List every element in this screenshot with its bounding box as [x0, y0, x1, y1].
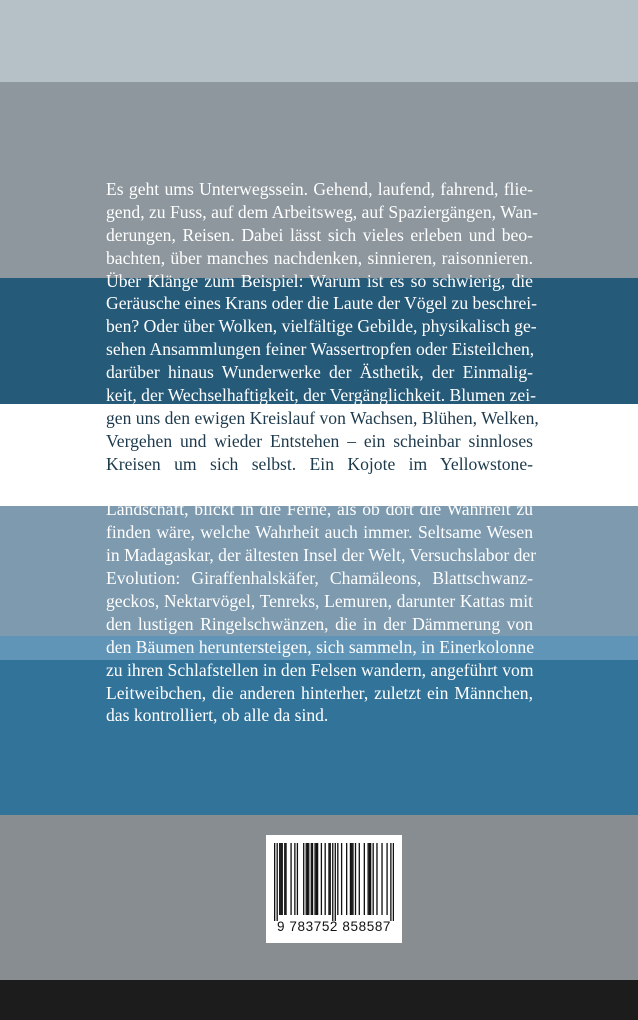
blurb-line: bachten, über manches nachdenken, sinnieren, raisonnieren. [106, 247, 533, 268]
blurb-line: Landschaft, blickt in die Ferne, als ob dort die Wahrheit zu [106, 499, 533, 520]
blurb-line: Über Klänge zum Beispiel: Warum ist es so schwierig, die [106, 270, 533, 291]
barcode-bar [369, 843, 370, 915]
barcode-bar [317, 843, 318, 915]
blurb-line: in Madagaskar, der ältesten Insel der Welt, Versuchslabor der [106, 545, 537, 566]
blurb-line: das kontrolliert, ob alle da sind. [106, 705, 329, 726]
barcode-bar [332, 843, 333, 921]
color-band-top [0, 0, 638, 82]
isbn-number: 9 783752 858587 [276, 919, 392, 934]
isbn-barcode [266, 835, 402, 943]
barcode-bar [370, 843, 371, 915]
blurb-line: darüber hinaus Wunderwerke der Ästhetik, der Einmalig- [106, 362, 533, 383]
barcode-bars [274, 843, 394, 921]
barcode-bar [312, 843, 313, 915]
barcode-bar [376, 843, 377, 915]
barcode-bar [367, 843, 368, 915]
barcode-bar [351, 843, 352, 915]
barcode-bar [280, 843, 281, 915]
blurb-line: gend, zu Fuss, auf dem Arbeitsweg, auf Spaziergängen, Wan- [106, 201, 538, 222]
blurb-line: Vergehen und wieder Entstehen – ein scheinbar sinnloses [106, 430, 533, 451]
barcode-bar [303, 843, 304, 915]
blurb-line: finden wäre, welche Wahrheit auch immer. Seltsame Wesen [106, 522, 533, 543]
barcode-bar [274, 843, 275, 921]
blurb-line: Evolution: Giraffenhalskäfer, Chamäleons, Blattschwanz- [106, 568, 533, 589]
barcode-bar [346, 843, 347, 915]
barcode-bar [352, 843, 353, 915]
blurb-line: gen uns den ewigen Kreislauf von Wachsen, Blühen, Welken, [106, 407, 539, 428]
blurb-line: Kreisen um sich selbst. Ein Kojote im Yellowstone- [106, 453, 533, 474]
barcode-bar [350, 843, 351, 915]
barcode-bar [279, 843, 280, 915]
barcode-bar [314, 843, 315, 915]
barcode-bar [294, 843, 295, 915]
barcode-bar [325, 843, 326, 915]
barcode-bar [337, 843, 338, 915]
barcode-bar [290, 843, 291, 915]
blurb-line: Nationalpark steht auf einer Anhöhe in lichtdurchfluteter [106, 476, 533, 497]
barcode-bar [390, 843, 391, 921]
back-cover-blurb [106, 178, 539, 727]
barcode-bar [364, 843, 365, 915]
color-band-black [0, 980, 638, 1020]
barcode-bar [306, 843, 307, 915]
blurb-line: zu ihren Schlafstellen in den Felsen wandern, angeführt vom [106, 659, 534, 680]
blurb-line: derungen, Reisen. Dabei lässt sich vieles erleben und beo- [106, 224, 533, 245]
barcode-bar [285, 843, 286, 915]
barcode-bar [328, 843, 329, 915]
barcode-bar [359, 843, 360, 915]
barcode-bar [321, 843, 322, 915]
barcode-bar [386, 843, 387, 915]
blurb-line: den Bäumen heruntersteigen, sich sammeln, in Einerkolonne [106, 636, 534, 657]
blurb-line: Leitweibchen, die anderen hinterher, zuletzt ein Männchen, [106, 682, 533, 703]
blurb-line: sehen Ansammlungen feiner Wassertropfen oder Eisteilchen, [106, 339, 535, 360]
blurb-line: geckos, Nektarvögel, Tenreks, Lemuren, darunter Kattas mit [106, 591, 533, 612]
blurb-line: den lustigen Ringelschwänzen, die in der Dämmerung von [106, 613, 533, 634]
barcode-bar [308, 843, 309, 915]
barcode-bar [355, 843, 356, 915]
barcode-bar [341, 843, 342, 915]
barcode-bar [297, 843, 298, 915]
blurb-line: Es geht ums Unterwegssein. Gehend, laufend, fahrend, flie- [106, 179, 533, 199]
barcode-bar [311, 843, 312, 915]
barcode-bar [277, 843, 278, 921]
barcode-bar [282, 843, 283, 915]
blurb-line: keit, der Wechselhaftigkeit, der Vergänglichkeit. Blumen zei- [106, 385, 536, 406]
barcode-bar [381, 843, 382, 915]
barcode-bar [316, 843, 317, 915]
barcode-bar [307, 843, 308, 915]
blurb-line: ben? Oder über Wolken, vielfältige Gebilde, physikalisch ge- [106, 316, 537, 337]
barcode-bar [393, 843, 394, 921]
barcode-bar [335, 843, 336, 921]
blurb-line: Geräusche eines Krans oder die Laute der Vögel zu beschrei- [106, 293, 538, 314]
barcode-bar [284, 843, 285, 915]
barcode-bar [330, 843, 331, 915]
barcode-bar [373, 843, 374, 915]
